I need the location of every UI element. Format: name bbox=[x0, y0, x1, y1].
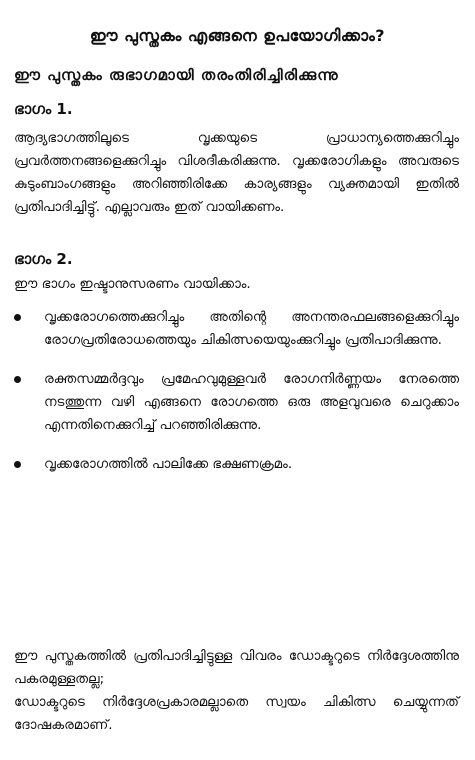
bullet-dot-icon bbox=[14, 314, 21, 321]
page-title: ഈ പുസ്തകം എങ്ങനെ ഉപയോഗിക്കാം? bbox=[89, 26, 386, 45]
part2-intro: ഈ ഭാഗം ഇഷ്ടാനുസരണം വായിക്കാം. bbox=[14, 276, 251, 292]
bullet-dot-icon bbox=[14, 376, 21, 383]
section-subtitle: ഈ പുസ്തകം രുഭാഗമായി തരംതിരിച്ചിരിക്കുന്നു bbox=[14, 66, 339, 84]
bullet-text: രക്തസമ്മർദ്ദവും പ്രമേഹവുമുള്ളവർ രോഗനിർണ്ണയം നേരത്തെ നടത്തുന്ന വഴി എങ്ങനെ രോഗത്തെ ഒരു അളവുവരെ ചെറുക്കാം എന്നതിനെക്കുറിച്ച് പറഞ്ഞിരിക്കുന്നു. bbox=[44, 371, 459, 433]
bullet-text: വൃക്കരോഗത്തിൽ പാലിക്കേ ഭക്ഷണക്രമം. bbox=[44, 456, 293, 472]
part2-heading: ഭാഗം 2. bbox=[14, 250, 73, 268]
bullet-dot-icon bbox=[14, 461, 21, 468]
part2-bullet-list bbox=[14, 306, 459, 492]
bullet-text: വൃക്കരോഗത്തെക്കുറിച്ചും അതിന്റെ അനന്തരഫലങ്ങളെക്കുറിച്ചും രോഗപ്രതിരോധത്തെയും ചികിത്സയെയുംക്കുറിച്ചും പ്രതിപാദിക്കുന്നു. bbox=[44, 309, 459, 348]
footer-note-1: ഈ പുസ്തകത്തിൽ പ്രതിപാദിച്ചിട്ടുള്ള വിവരം ഡോക്ടറുടെ നിർദ്ദേശത്തിനു പകരമുള്ളതല്ല; bbox=[14, 648, 459, 687]
list-item bbox=[14, 306, 459, 352]
list-item bbox=[14, 453, 459, 476]
footer-note-2: ഡോക്ടറുടെ നിർദ്ദേശപ്രകാരമല്ലാതെ സ്വയം ചികിത്സ ചെയ്യുന്നത് ദോഷകരമാണ്. bbox=[14, 694, 459, 733]
part1-text: ആദ്യഭാഗത്തിലൂടെ വൃക്കയുടെ പ്രാധാന്യത്തെക്കുറിച്ചും പ്രവർത്തനങ്ങളെക്കുറിച്ചും വിശദീകരിക്കുന്നു. വൃക്കരോഗികളും അവരുടെ കുടുംബാംഗങ്ങളും അറിഞ്ഞിരിക്കേ കാര്യങ്ങളും വ്യക്തമായി ഇതിൽ പ്രതിപാദിച്ചിട്ടു്. എല്ലാവരും ഇത് വായിക്കണം. bbox=[14, 130, 459, 215]
part1-heading: ഭാഗം 1. bbox=[14, 100, 73, 118]
list-item bbox=[14, 368, 459, 437]
